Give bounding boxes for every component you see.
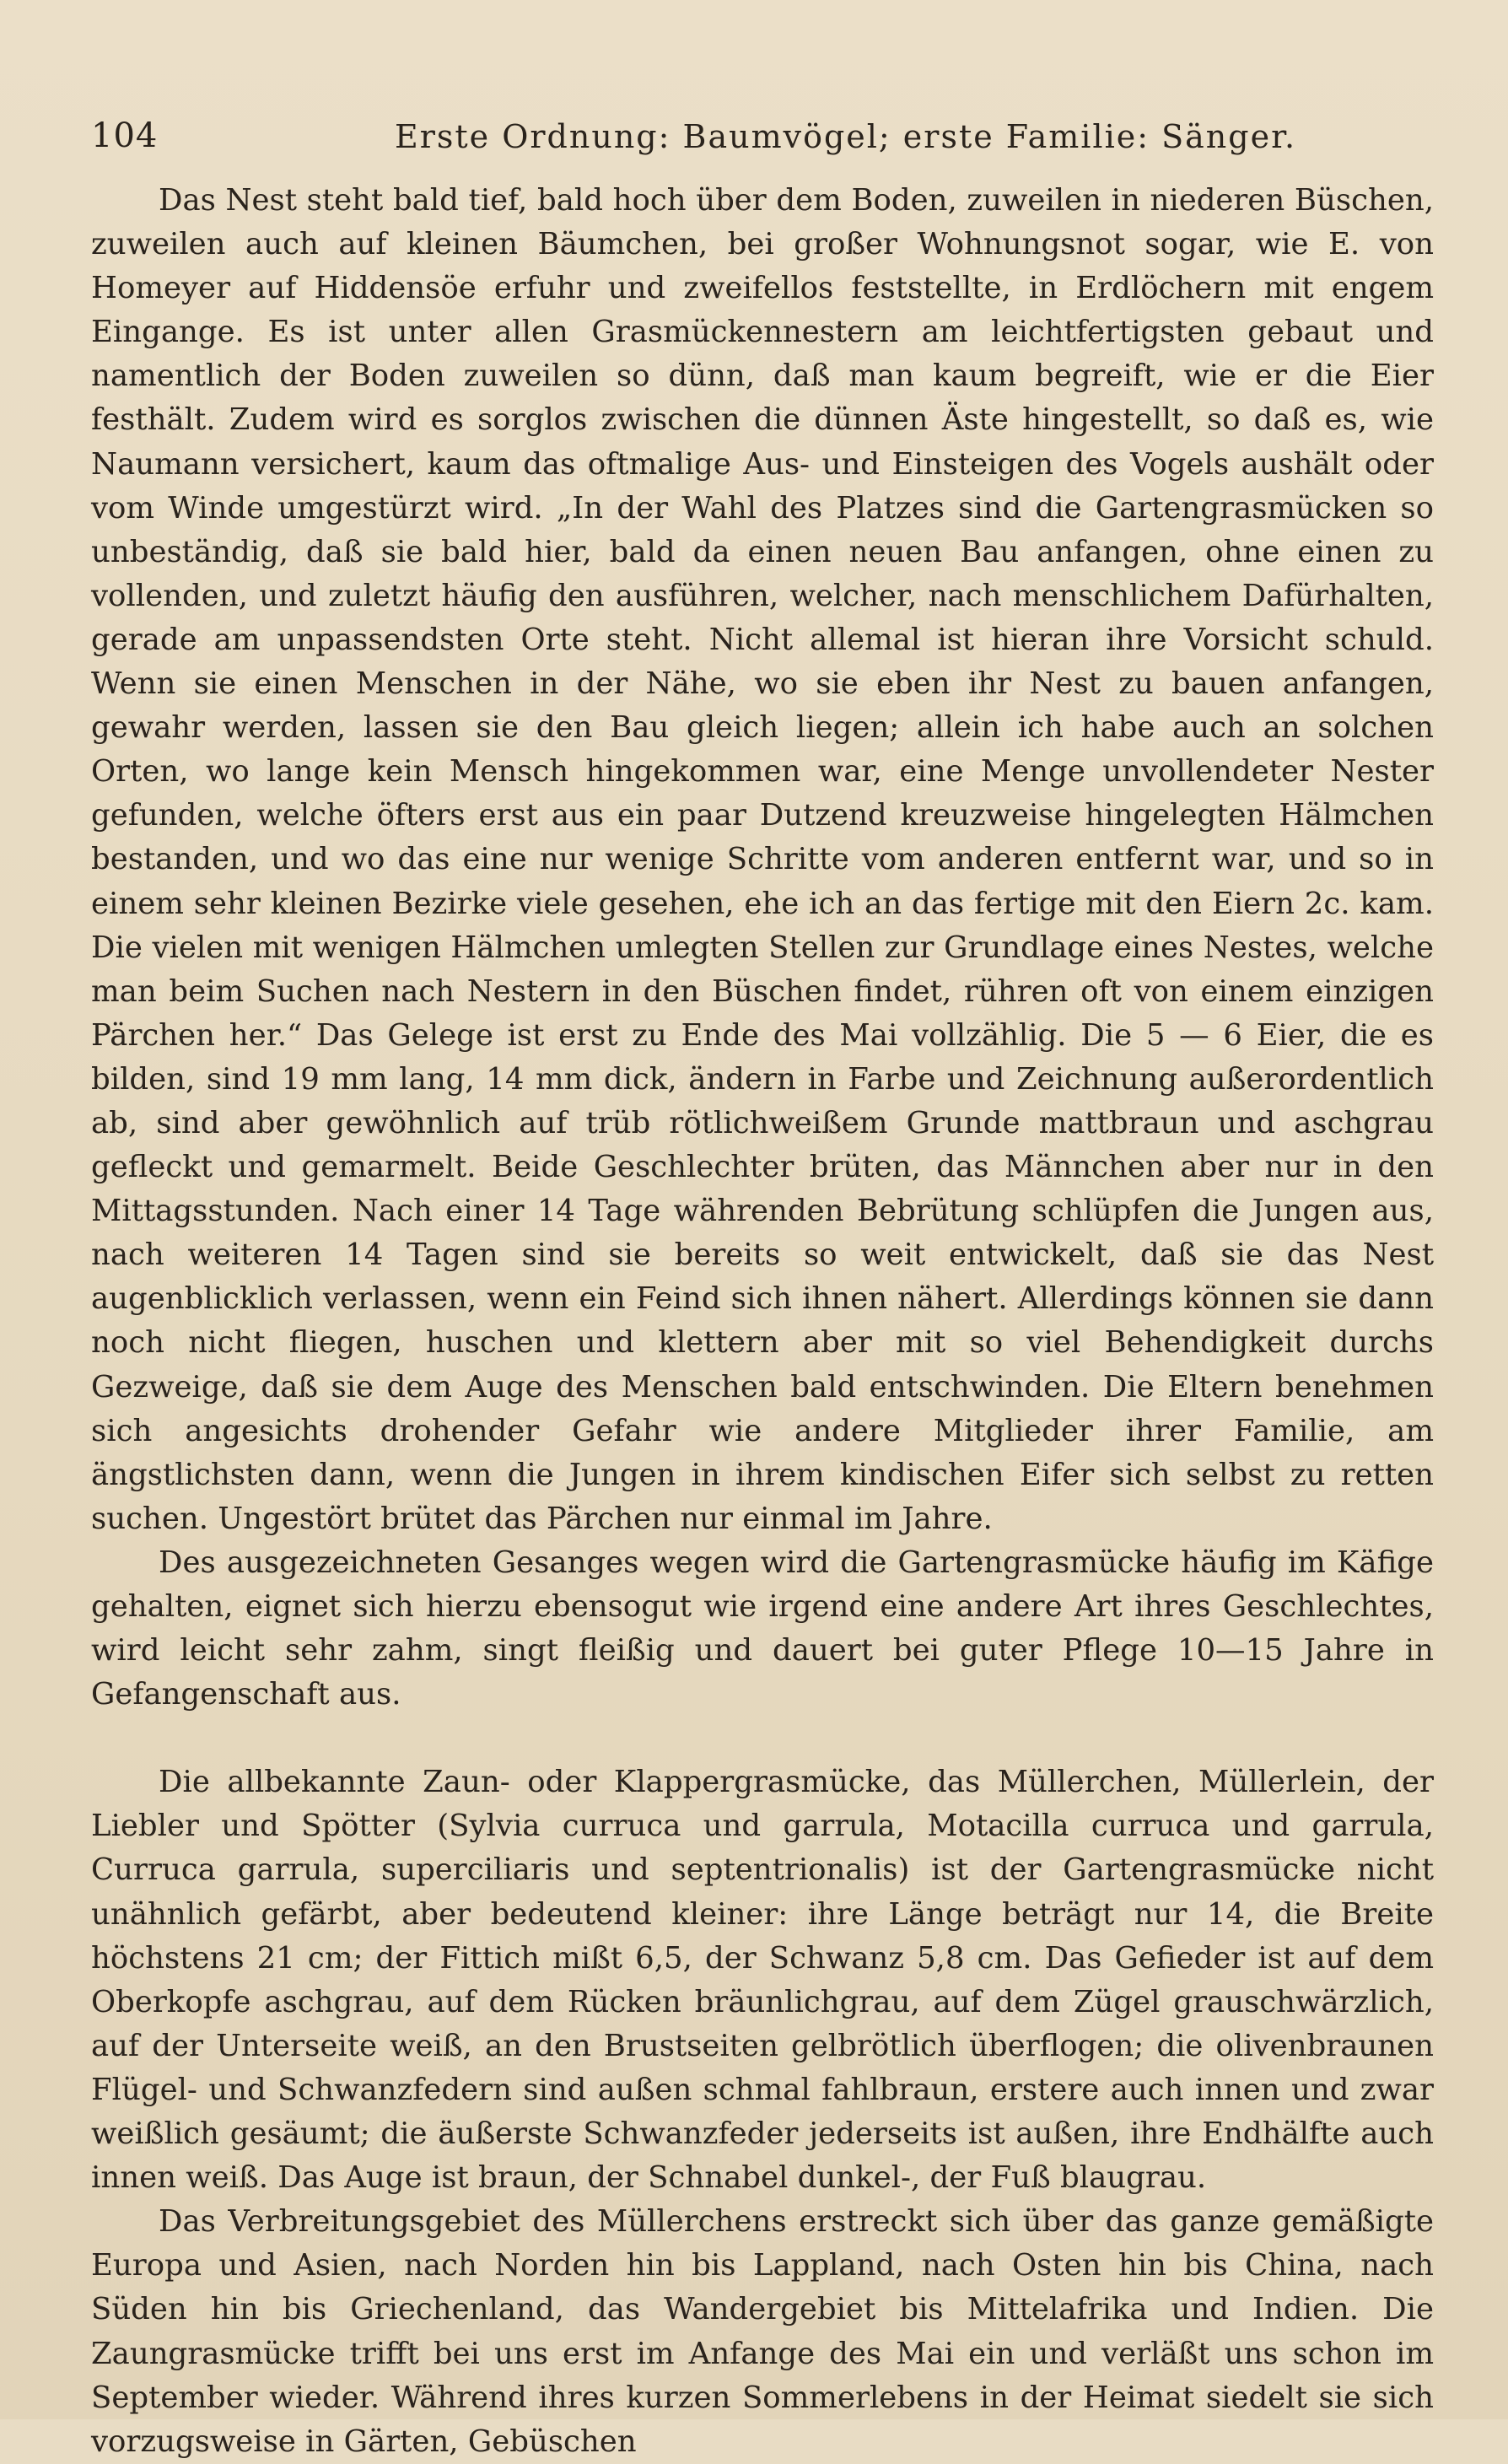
running-head: Erste Ordnung: Baumvögel; erste Familie: Sänger.: [395, 118, 1297, 155]
body-text: [91, 179, 1434, 2464]
page-number: 104: [91, 116, 159, 155]
paragraph-song: Des ausgezeichneten Gesanges wegen wird die Gartengrasmücke häufig im Käfige gehalten, eignet sich hierzu ebensogut wie irgend eine andere Art ihres Geschlechtes, wird leicht sehr zahm, singt fleißig und dauert bei guter Pflege 10—15 Jahre in Gefangenschaft aus.: [91, 1545, 1434, 1712]
paragraph-zaungrasmuecke: Die allbekannte Zaun- oder Klappergrasmücke, das Müllerchen, Müllerlein, der Liebler und Spötter (Sylvia curruca und garrula, Motacilla curruca und garrula, Curruca garrula, superciliaris und septentrionalis) ist der Gartengrasmücke nicht unähnlich gefärbt, aber bedeutend kleiner: ihre Länge beträgt nur 14, die Breite höchstens 21 cm; der Fittich mißt 6,5, der Schwanz 5,8 cm. Das Gefieder ist auf dem Oberkopfe aschgrau, auf dem Rücken bräunlichgrau, auf dem Zügel grauschwärzlich, auf der Unterseite weiß, an den Brustseiten gelbrötlich überflogen; die olivenbraunen Flügel- und Schwanzfedern sind außen schmal fahlbraun, erstere auch innen und zwar weißlich gesäumt; die äußerste Schwanzfeder jederseits ist außen, ihre Endhälfte auch innen weiß. Das Auge ist braun, der Schnabel dunkel-, der Fuß blaugrau.: [91, 1765, 1434, 2196]
paragraph-range: Das Verbreitungsgebiet des Müllerchens erstreckt sich über das ganze gemäßigte Europa und Asien, nach Norden hin bis Lappland, nach Osten hin bis China, nach Süden hin bis Griechenland, das Wandergebiet bis Mittelafrika und Indien. Die Zaungrasmücke trifft bei uns erst im Anfange des Mai ein und verläßt uns schon im September wieder. Während ihres kurzen Sommerlebens in der Heimat siedelt sie sich vorzugsweise in Gärten, Gebüschen: [91, 2204, 1434, 2459]
paragraph-nest: Das Nest steht bald tief, bald hoch über dem Boden, zuweilen in niederen Büschen, zuweilen auch auf kleinen Bäumchen, bei großer Wohnungsnot sogar, wie E. von Homeyer auf Hiddensöe erfuhr und zweifellos feststellte, in Erdlöchern mit engem Eingange. Es ist unter allen Grasmückennestern am leichtfertigsten gebaut und namentlich der Boden zuweilen so dünn, daß man kaum begreift, wie er die Eier festhält. Zudem wird es sorglos zwischen die dünnen Äste hingestellt, so daß es, wie Naumann versichert, kaum das oftmalige Aus- und Einsteigen des Vogels aushält oder vom Winde umgestürzt wird. „In der Wahl des Platzes sind die Gartengrasmücken so unbeständig, daß sie bald hier, bald da einen neuen Bau anfangen, ohne einen zu vollenden, und zuletzt häufig den ausführen, welcher, nach menschlichem Dafürhalten, gerade am unpassendsten Orte steht. Nicht allemal ist hieran ihre Vorsicht schuld. Wenn sie einen Menschen in der Nähe, wo sie eben ihr Nest zu bauen anfangen, gewahr werden, lassen sie den Bau gleich liegen; allein ich habe auch an solchen Orten, wo lange kein Mensch hingekommen war, eine Menge unvollendeter Nester gefunden, welche öfters erst aus ein paar Dutzend kreuzweise hingelegten Hälmchen bestanden, und wo das eine nur wenige Schritte vom anderen entfernt war, und so in einem sehr kleinen Bezirke viele gesehen, ehe ich an das fertige mit den Eiern 2c. kam. Die vielen mit wenigen Hälmchen umlegten Stellen zur Grundlage eines Nestes, welche man beim Suchen nach Nestern in den Büschen findet, rühren oft von einem einzigen Pärchen her.“ Das Gelege ist erst zu Ende des Mai vollzählig. Die 5 — 6 Eier, die es bilden, sind 19 mm lang, 14 mm dick, ändern in Farbe und Zeichnung außerordentlich ab, sind aber gewöhnlich auf trüb rötlichweißem Grunde mattbraun und aschgrau gefleckt und gemarmelt. Beide Geschlechter brüten, das Männchen aber nur in den Mittagsstunden. Nach einer 14 Tage währenden Bebrütung schlüpfen die Jungen aus, nach weiteren 14 Tagen sind sie bereits so weit entwickelt, daß sie das Nest augenblicklich verlassen, wenn ein Feind sich ihnen nähert. Allerdings können sie dann noch nicht fliegen, huschen und klettern aber mit so viel Behendigkeit durchs Gezweige, daß sie dem Auge des Menschen bald entschwinden. Die Eltern benehmen sich angesichts drohender Gefahr wie andere Mitglieder ihrer Familie, am ängstlichsten dann, wenn die Jungen in ihrem kindischen Eifer sich selbst zu retten suchen. Ungestört brütet das Pärchen nur einmal im Jahre.: [91, 183, 1434, 1536]
